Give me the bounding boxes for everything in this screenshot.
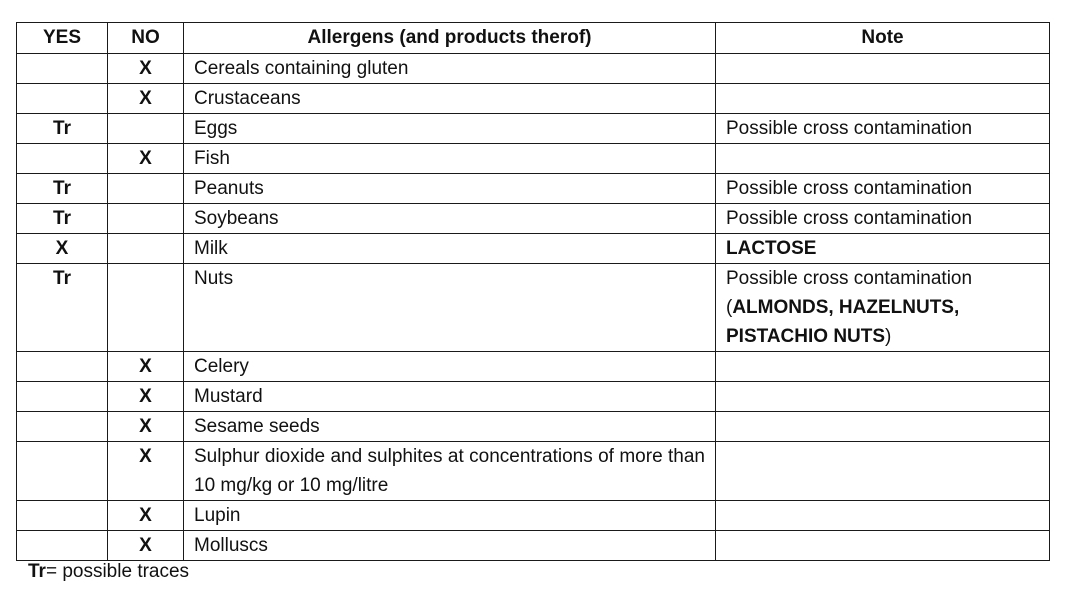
allergen-cell: Sulphur dioxide and sulphites at concentrations of more than 10 mg/kg or 10 mg/litre bbox=[184, 442, 716, 501]
allergen-cell: Sesame seeds bbox=[184, 412, 716, 442]
allergen-cell: Mustard bbox=[184, 382, 716, 412]
table-row bbox=[17, 204, 1050, 234]
note-cell bbox=[716, 382, 1050, 412]
table-row bbox=[17, 442, 1050, 501]
note-cell: LACTOSE bbox=[716, 234, 1050, 264]
no-cell bbox=[108, 174, 184, 204]
table-row bbox=[17, 144, 1050, 174]
allergen-table bbox=[16, 22, 1050, 561]
allergen-cell: Milk bbox=[184, 234, 716, 264]
yes-cell: Tr bbox=[17, 204, 108, 234]
note-cell bbox=[716, 531, 1050, 561]
header-yes: YES bbox=[17, 23, 108, 54]
footnote-abbreviation: Tr bbox=[28, 561, 46, 582]
table-row bbox=[17, 84, 1050, 114]
no-cell bbox=[108, 234, 184, 264]
note-cell bbox=[716, 54, 1050, 84]
table-row bbox=[17, 264, 1050, 352]
note-cell: Possible cross contamination bbox=[716, 174, 1050, 204]
yes-cell: Tr bbox=[17, 174, 108, 204]
no-cell: X bbox=[108, 382, 184, 412]
yes-cell: X bbox=[17, 234, 108, 264]
allergen-cell: Molluscs bbox=[184, 531, 716, 561]
allergen-cell: Lupin bbox=[184, 501, 716, 531]
yes-cell bbox=[17, 442, 108, 501]
no-cell: X bbox=[108, 144, 184, 174]
yes-cell bbox=[17, 412, 108, 442]
table-row bbox=[17, 234, 1050, 264]
note-paren-open: ( bbox=[726, 297, 733, 318]
yes-cell bbox=[17, 531, 108, 561]
table-row bbox=[17, 114, 1050, 144]
note-cell: Possible cross contamination bbox=[716, 204, 1050, 234]
yes-cell: Tr bbox=[17, 264, 108, 352]
table-row bbox=[17, 412, 1050, 442]
yes-cell bbox=[17, 501, 108, 531]
no-cell bbox=[108, 114, 184, 144]
yes-cell bbox=[17, 144, 108, 174]
header-no: NO bbox=[108, 23, 184, 54]
no-cell bbox=[108, 204, 184, 234]
no-cell bbox=[108, 264, 184, 352]
allergen-cell: Crustaceans bbox=[184, 84, 716, 114]
note-cell: Possible cross contamination bbox=[716, 114, 1050, 144]
allergen-cell: Peanuts bbox=[184, 174, 716, 204]
footnote bbox=[28, 559, 189, 585]
table-row bbox=[17, 54, 1050, 84]
table-row bbox=[17, 174, 1050, 204]
table-header-row bbox=[17, 23, 1050, 54]
note-cell bbox=[716, 352, 1050, 382]
header-note: Note bbox=[716, 23, 1050, 54]
note-cell bbox=[716, 412, 1050, 442]
table-row bbox=[17, 382, 1050, 412]
no-cell: X bbox=[108, 352, 184, 382]
yes-cell bbox=[17, 84, 108, 114]
no-cell: X bbox=[108, 531, 184, 561]
nut-types: ALMONDS, HAZELNUTS, PISTACHIO NUTS bbox=[726, 297, 960, 347]
yes-cell bbox=[17, 54, 108, 84]
allergen-cell: Celery bbox=[184, 352, 716, 382]
table-row bbox=[17, 531, 1050, 561]
allergen-cell: Cereals containing gluten bbox=[184, 54, 716, 84]
allergen-cell: Nuts bbox=[184, 264, 716, 352]
yes-cell bbox=[17, 352, 108, 382]
table-row bbox=[17, 352, 1050, 382]
note-cell bbox=[716, 501, 1050, 531]
note-paren-close: ) bbox=[885, 326, 892, 347]
table-row bbox=[17, 501, 1050, 531]
allergen-cell: Soybeans bbox=[184, 204, 716, 234]
allergen-cell: Eggs bbox=[184, 114, 716, 144]
yes-cell: Tr bbox=[17, 114, 108, 144]
no-cell: X bbox=[108, 84, 184, 114]
no-cell: X bbox=[108, 412, 184, 442]
no-cell: X bbox=[108, 54, 184, 84]
allergen-document bbox=[16, 22, 1049, 561]
note-cell bbox=[716, 144, 1050, 174]
allergen-cell: Fish bbox=[184, 144, 716, 174]
footnote-text: = possible traces bbox=[45, 561, 190, 582]
note-cell bbox=[716, 84, 1050, 114]
no-cell: X bbox=[108, 442, 184, 501]
note-text: Possible cross contamination bbox=[726, 268, 973, 289]
note-cell bbox=[716, 264, 1050, 352]
no-cell: X bbox=[108, 501, 184, 531]
yes-cell bbox=[17, 382, 108, 412]
header-allergens: Allergens (and products therof) bbox=[184, 23, 716, 54]
note-cell bbox=[716, 442, 1050, 501]
